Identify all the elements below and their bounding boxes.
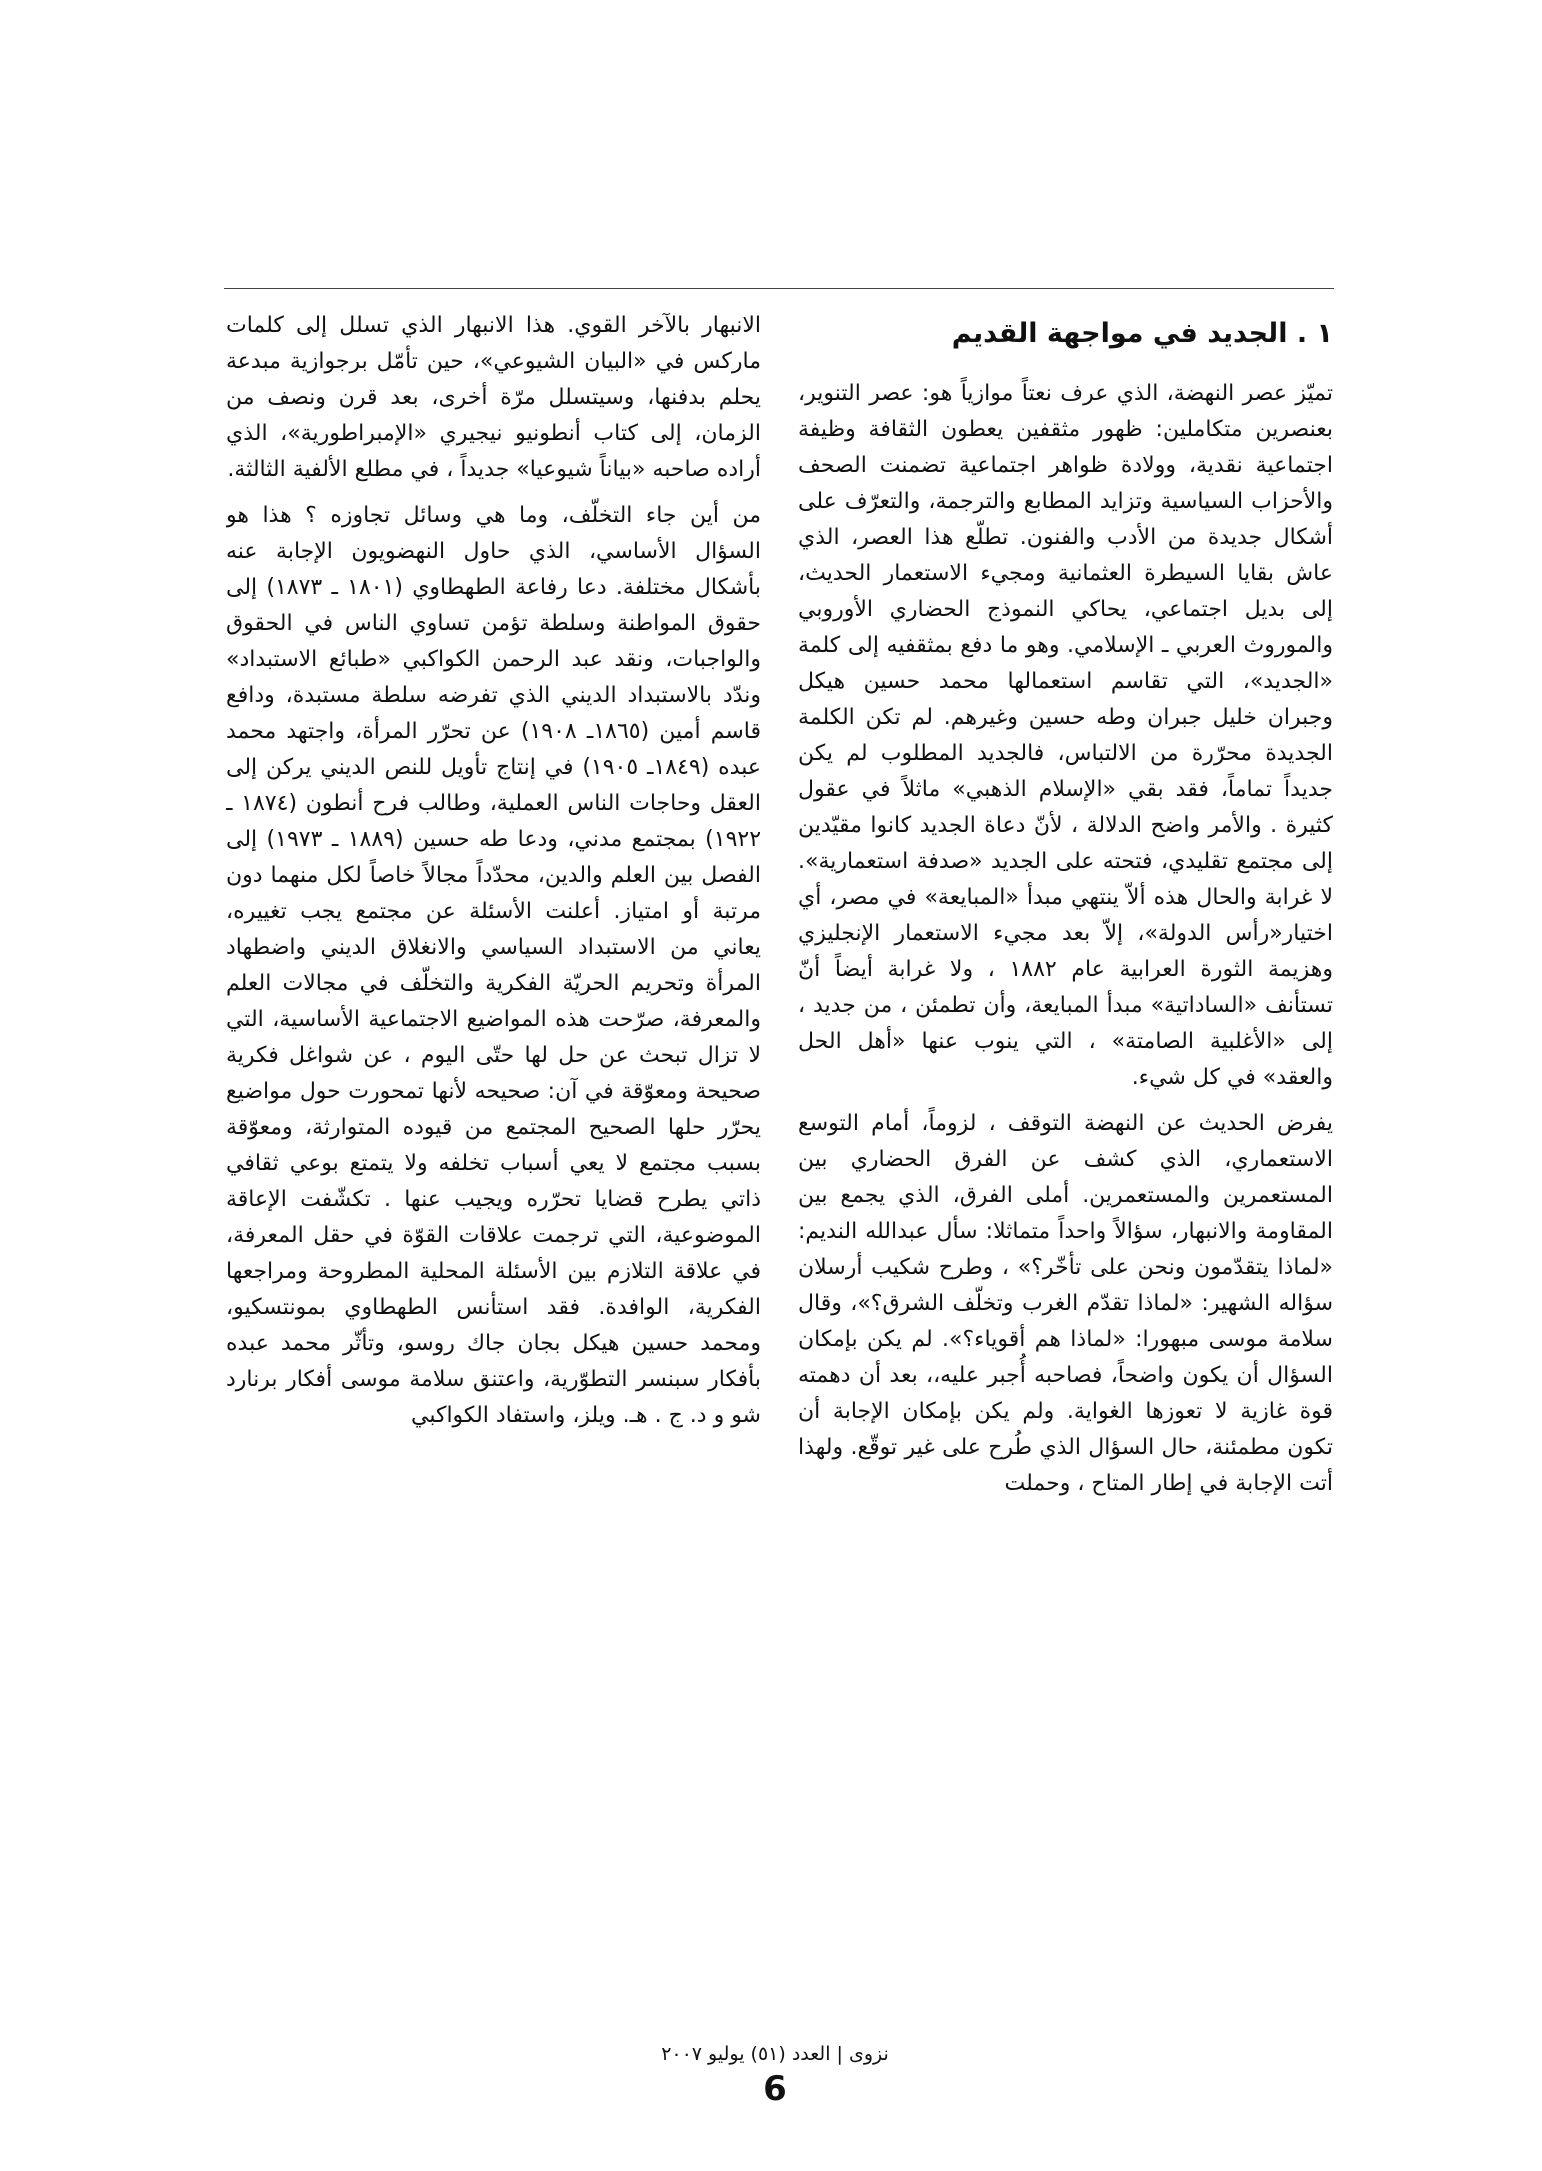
page-number: 6 [763, 2069, 787, 2109]
left-column [226, 308, 761, 2036]
paragraph: من أين جاء التخلّف، وما هي وسائل تجاوزه ؟ هذا هو السؤال الأساسي، الذي حاول النهضويون الإجابة عنه بأشكال مختلفة. دعا رفاعة الطهطاوي (١٨٠١ ـ ١٨٧٣) إلى حقوق المواطنة وسلطة تؤمن تساوي الناس في الحقوق والواجبات، ونقد عبد الرحمن الكواكبي «طبائع الاستبداد» وندّد بالاستبداد الديني الذي تفرضه سلطة مستبدة، ودافع قاسم أمين (١٨٦٥ـ ١٩٠٨) عن تحرّر المرأة، واجتهد محمد عبده (١٨٤٩ـ ١٩٠٥) في إنتاج تأويل للنص الديني يركن إلى العقل وحاجات الناس العملية، وطالب فرح أنطون (١٨٧٤ ـ ١٩٢٢) بمجتمع مدني، ودعا طه حسين (١٨٨٩ ـ ١٩٧٣) إلى الفصل بين العلم والدين، محدّداً مجالاً خاصاً لكل منهما دون مرتبة أو امتياز. أعلنت الأسئلة عن مجتمع يجب تغييره، يعاني من الاستبداد السياسي والانغلاق الديني واضطهاد المرأة وتحريم الحريّة الفكرية والتخلّف في مجالات العلم والمعرفة، صرّحت هذه المواضيع الاجتماعية الأساسية، التي لا تزال تبحث عن حل لها حتّى اليوم ، عن شواغل فكرية صحيحة ومعوّقة في آن: صحيحه لأنها تمحورت حول مواضيع يحرّر حلها الصحيح المجتمع من قيوده المتوارثة، ومعوّقة بسبب مجتمع لا يعي أسباب تخلفه ولا يتمتع بوعي ثقافي ذاتي يطرح قضايا تحرّره ويجيب عنها . تكشّفت الإعاقة الموضوعية، التي ترجمت علاقات القوّة في حقل المعرفة، في علاقة التلازم بين الأسئلة المحلية المطروحة ومراجعها الفكرية، الوافدة. فقد استأنس الطهطاوي بمونتسكيو، ومحمد حسين هيكل بجان جاك روسو، وتأثّر محمد عبده بأفكار سبنسر التطوّرية، واعتنق سلامة موسى أفكار برنارد شو و د. ج . هـ. ويلز، واستفاد الكواكبي [226, 503, 761, 1428]
paragraph: تميّز عصر النهضة، الذي عرف نعتاً موازياً هو: عصر التنوير، بعنصرين متكاملين: ظهور مثقفين يعطون الثقافة وظيفة اجتماعية نقدية، وولادة ظواهر اجتماعية تضمنت الصحف والأحزاب السياسية وتزايد المطابع والترجمة، والتعرّف على أشكال جديدة من الأدب والفنون. تطلّع هذا العصر، الذي عاش بقايا السيطرة العثمانية ومجيء الاستعمار الحديث، إلى بديل اجتماعي، يحاكي النموذج الحضاري الأوروبي والموروث العربي ـ الإسلامي. وهو ما دفع بمثقفيه إلى كلمة «الجديد»، التي تقاسم استعمالها محمد حسين هيكل وجبران خليل جبران وطه حسين وغيرهم. لم تكن الكلمة الجديدة محرّرة من الالتباس، فالجديد المطلوب لم يكن جديداً تماماً، فقد بقي «الإسلام الذهبي» ماثلاً في عقول كثيرة . والأمر واضح الدلالة ، لأنّ دعاة الجديد كانوا مقيّدين إلى مجتمع تقليدي، فتحته على الجديد «صدفة استعمارية». لا غرابة والحال هذه ألاّ ينتهي مبدأ «المبايعة» في مصر، أي اختيار«رأس الدولة»، إلاّ بعد مجيء الاستعمار الإنجليزي وهزيمة الثورة العرابية عام ١٨٨٢ ، ولا غرابة أيضاً أنّ تستأنف «الساداتية» مبدأ المبايعة، وأن تطمئن ، من جديد ، إلى «الأغلبية الصامتة» ، التي ينوب عنها «أهل الحل والعقد» في كل شيء. [798, 381, 1333, 1090]
paragraph: يفرض الحديث عن النهضة التوقف ، لزوماً، أمام التوسع الاستعماري، الذي كشف عن الفرق الحضاري بين المستعمرين والمستعمرين. أملى الفرق، الذي يجمع بين المقاومة والانبهار، سؤالاً واحداً متماثلا: سأل عبدالله النديم: «لماذا يتقدّمون ونحن على تأخّر؟» ، وطرح شكيب أرسلان سؤاله الشهير: «لماذا تقدّم الغرب وتخلّف الشرق؟»، وقال سلامة موسى مبهورا: «لماذا هم أقوياء؟». لم يكن بإمكان السؤال أن يكون واضحاً، فصاحبه أُجبر عليه،، بعد أن دهمته قوة غازية لا تعوزها الغواية. ولم يكن بإمكان الإجابة أن تكون مطمئنة، حال السؤال الذي طُرح على غير توقّع. ولهذا أتت الإجابة في إطار المتاح ، وحملت [798, 1111, 1333, 1496]
issue-info: نزوى | العدد (٥١) يوليو ٢٠٠٧ [661, 2043, 889, 2065]
section-heading: ١ . الجديد في مواجهة القديم [951, 318, 1333, 349]
paragraph: الانبهار بالآخر القوي. هذا الانبهار الذي تسلل إلى كلمات ماركس في «البيان الشيوعي»، حين تأمّل برجوازية مبدعة يحلم بدفنها، وسيتسلل مرّة أخرى، بعد قرن ونصف من الزمان، إلى كتاب أنطونيو نيجيري «الإمبراطورية»، الذي أراده صاحبه «بياناً شيوعيا» جديداً ، في مطلع الألفية الثالثة. [226, 313, 761, 482]
right-column [798, 308, 1333, 2036]
top-rule [224, 288, 1334, 289]
